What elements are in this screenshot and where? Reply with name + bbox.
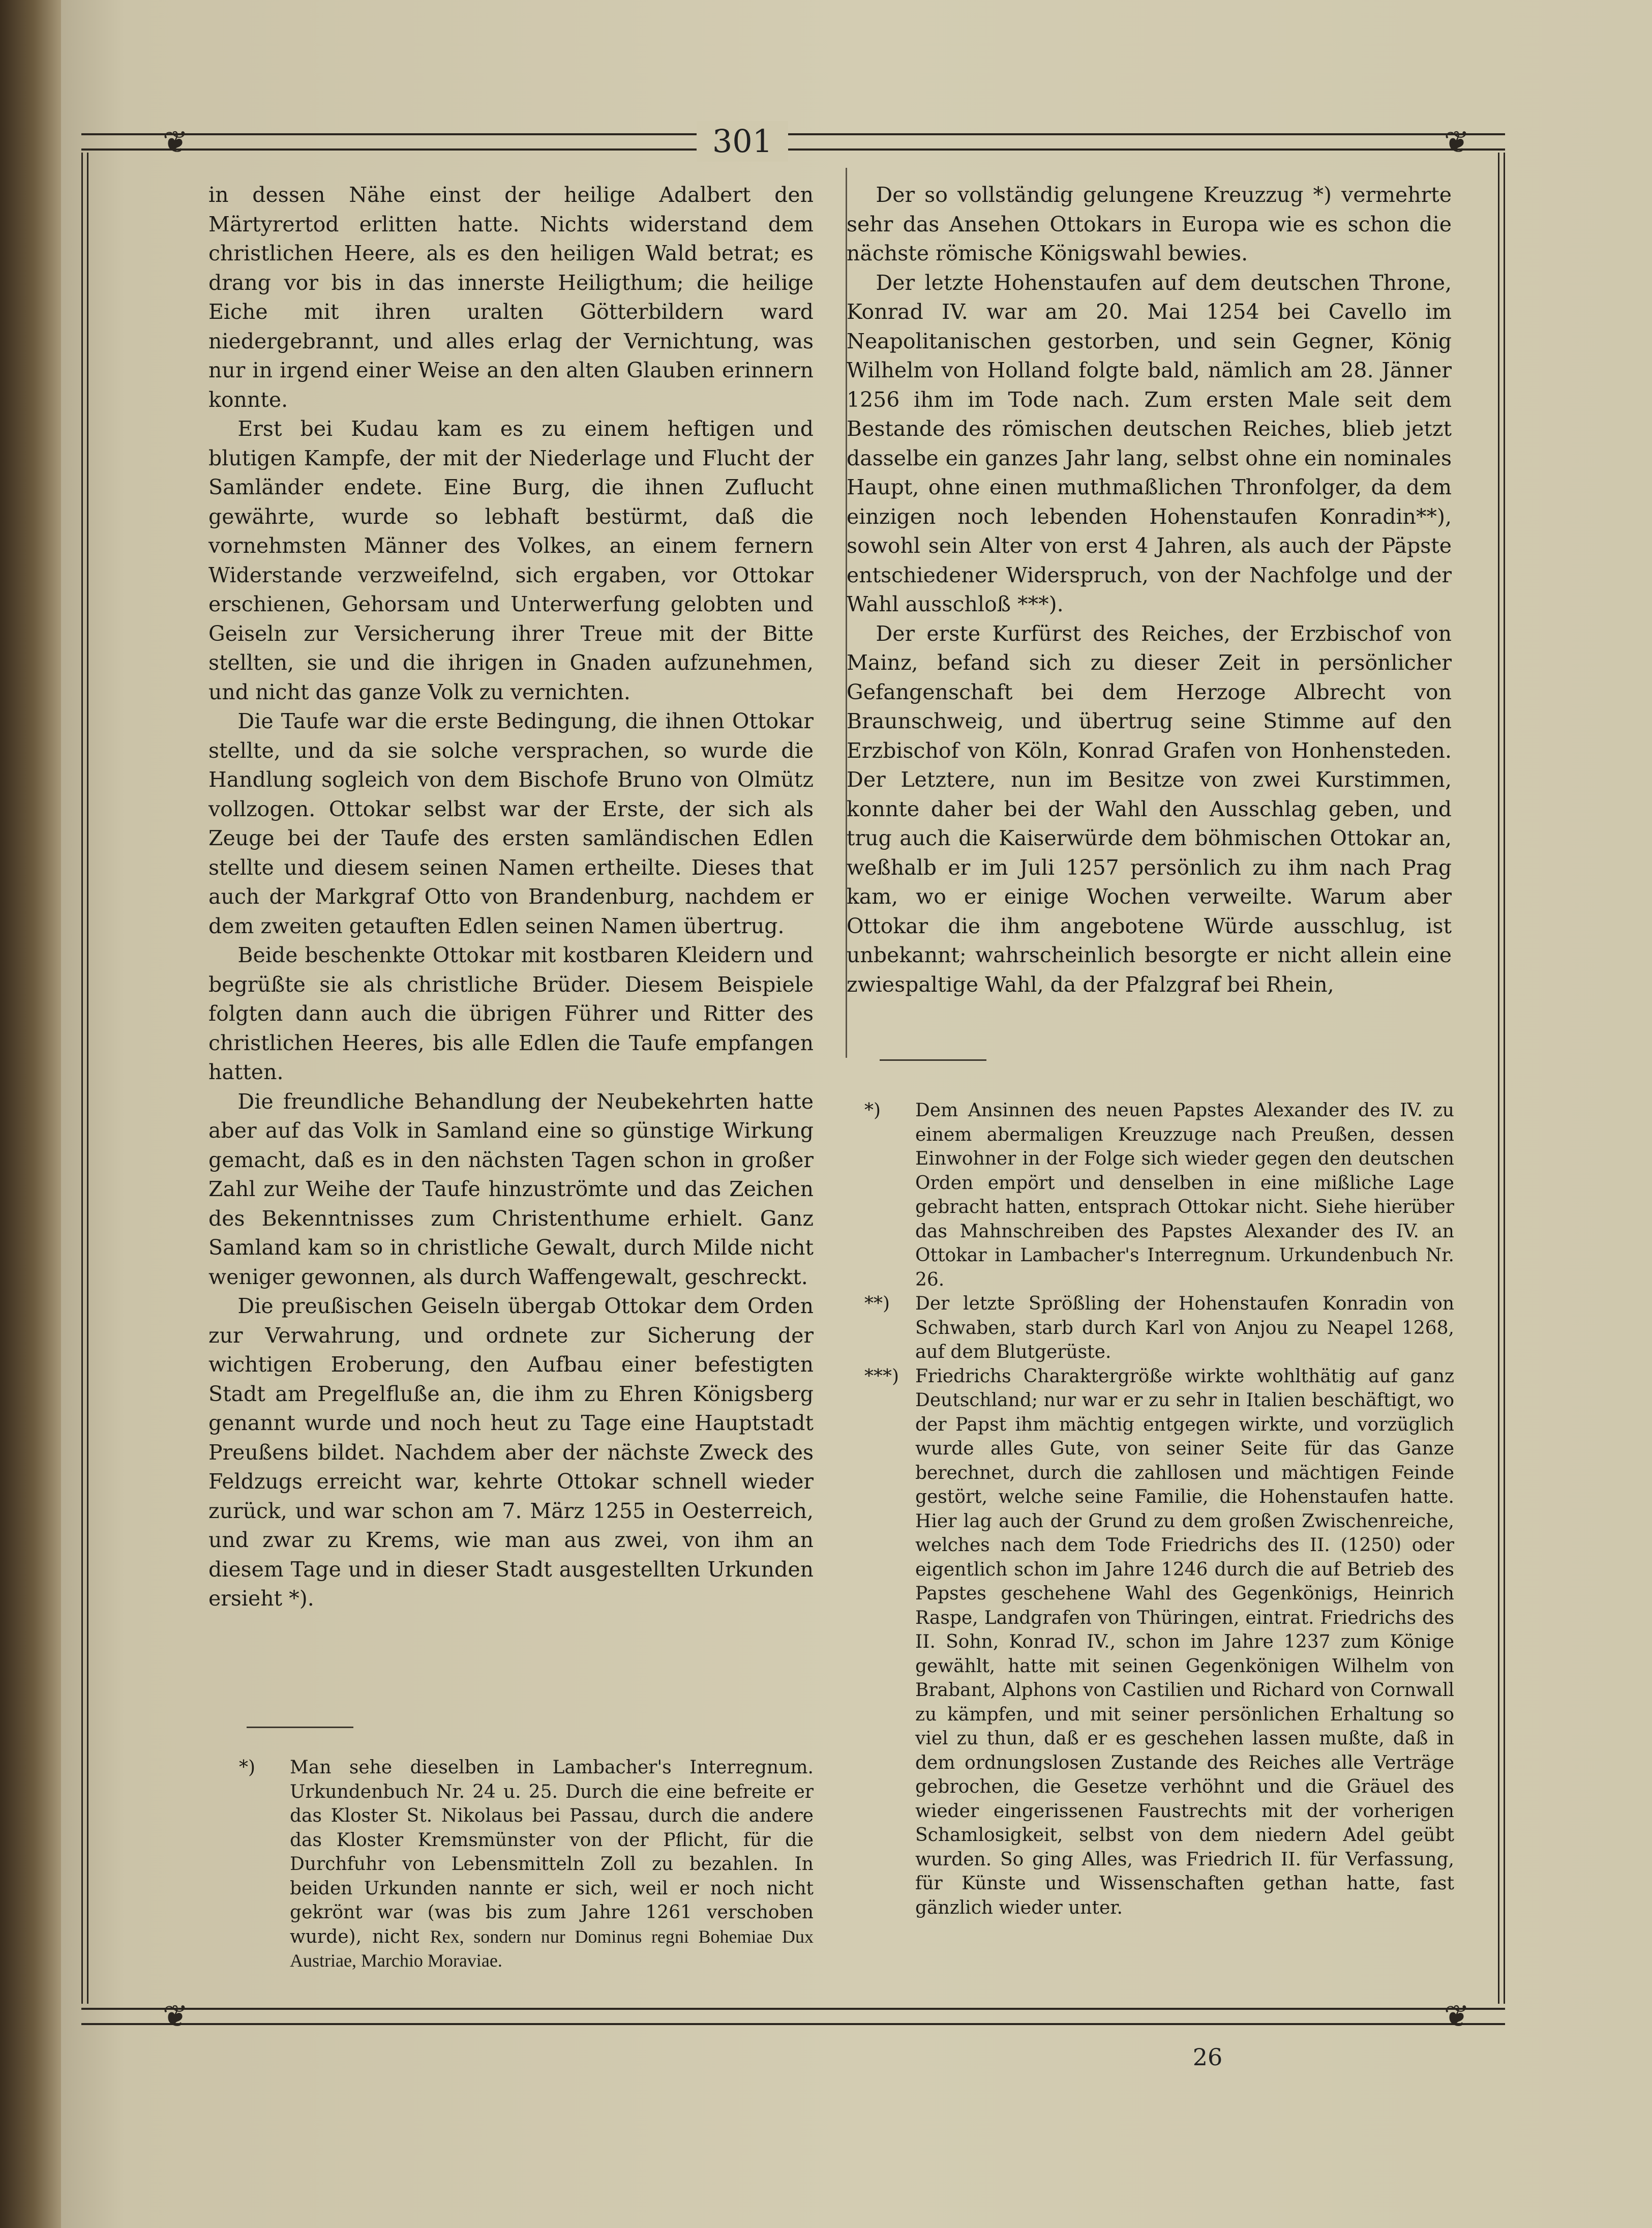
ornament-top-left-icon: ❦ (162, 125, 189, 160)
left-paragraph-2: Erst bei Kudau kam es zu einem heftigen und blutigen Kampfe, der mit der Niederlage und Flucht der Samländer endete. Eine Burg, die ihnen Zuflucht gewährte, wurde so lebhaft bestürmt, daß die vornehmsten Männer des Volkes, an einem fernern Widerstande verzweifelnd, sich ergaben, vor Ottokar erschienen, Gehorsam und Unterwerfung gelobten und Geiseln zur Versicherung ihrer Treue mit der Bitte stellten, sie und die ihrigen in Gnaden aufzunehmen, und nicht das ganze Volk zu vernichten. (208, 417, 814, 704)
right-footnote-3-text: Friedrichs Charaktergröße wirkte wohlthätig auf ganz Deutschland; nur war er zu sehr in Italien beschäftigt, wo der Papst ihm mächtig entgegen wirkte, und vorzüglich wurde alles Gute, von seiner Seite für das Ganze berechnet, durch die zahllosen und mächtigen Feinde gestört, welche seine Familie, die Hohenstaufen hatte. Hier lag auch der Grund zu dem großen Zwischenreiche, welches nach dem Tode Friedrichs des II. (1250) oder eigentlich schon im Jahre 1246 durch die auf Betrieb des Papstes geschehene Wahl des Gegenkönigs, Heinrich Raspe, Landgrafen von Thüringen, eintrat. Friedrichs des II. Sohn, Konrad IV., schon im Jahre 1237 zum Könige gewählt, hatte mit seinen Gegenkönigen Wilhelm von Brabant, Alphons von Castilien und Richard von Cornwall zu kämpfen, und mit seiner persönlichen Erhaltung so viel zu thun, daß er es geschehen lassen mußte, daß in dem ordnungslosen Zustande des Reiches alle Verträge gebrochen, die Gesetze verhöhnt und die Gräuel des wieder eingerissenen Faustrechts mit der vorherigen Schamlosigkeit, selbst von dem niedern Adel geübt wurden. So ging Alles, was Friedrich II. für Verfassung, für Künste und Wissenschaften gethan hatte, fast gänzlich wieder unter. (915, 1365, 1454, 1918)
right-column (847, 181, 1452, 999)
right-paragraph-2: Der letzte Hohenstaufen auf dem deutschen Throne, Konrad IV. war am 20. Mai 1254 bei Cavello im Neapolitanischen gestorben, und sein Gegner, König Wilhelm von Holland folgte bald, nämlich am 28. Jänner 1256 ihm im Tode nach. Zum ersten Male seit dem Bestande des römischen deutschen Reiches, blieb jetzt dasselbe ein ganzes Jahr lang, selbst ohne ein nominales Haupt, ohne einen muthmaßlichen Thronfolger, da dem einzigen noch lebenden Hohenstaufen Konradin**), sowohl sein Alter von erst 4 Jahren, als auch der Päpste entschiedener Widerspruch, von der Nachfolge und der Wahl ausschloß ***). (847, 270, 1452, 616)
left-paragraph-3: Die Taufe war die erste Bedingung, die ihnen Ottokar stellte, und da sie solche versprachen, so wurde die Handlung sogleich von dem Bischofe Bruno von Olmütz vollzogen. Ottokar selbst war der Erste, der sich als Zeuge bei der Taufe des ersten samländischen Edlen stellte und diesem seinen Namen ertheilte. Dieses that auch der Markgraf Otto von Brandenburg, nachdem er dem zweiten getauften Edlen seinen Namen übertrug. (208, 709, 814, 938)
left-footnote-latin: Rex, sondern nur Dominus regni Bohemiae Dux Austriae, Marchio Moraviae. (290, 1926, 814, 1971)
left-paragraph-6: Die preußischen Geiseln übergab Ottokar dem Orden zur Verwahrung, und ordnete zur Sicherung der wichtigen Eroberung, den Aufbau einer befestigten Stadt am Pregelfluße an, die ihm zu Ehren Königsberg genannt wurde und noch heut zu Tage eine Hauptstadt Preußens bildet. Nachdem aber der nächste Zweck des Feldzugs erreicht war, kehrte Ottokar schnell wieder zurück, und war schon am 7. März 1255 in Oesterreich, und zwar zu Krems, wie man aus zwei, von ihm an diesem Tage und in dieser Stadt ausgestellten Urkunden ersieht *). (208, 1294, 814, 1611)
left-paragraph-5: Die freundliche Behandlung der Neubekehrten hatte aber auf das Volk in Samland eine so günstige Wirkung gemacht, daß es in den nächsten Tagen schon in großer Zahl zur Weihe der Taufe hinzuströmte und das Zeichen des Bekenntnisses zum Christenthume erhielt. Ganz Samland kam so in christliche Gewalt, durch Milde nicht weniger gewonnen, als durch Waffengewalt, geschreckt. (208, 1089, 814, 1289)
left-footnote (239, 1756, 814, 1973)
book-spine-edge (0, 0, 61, 2228)
left-paragraph-4: Beide beschenkte Ottokar mit kostbaren Kleidern und begrüßte sie als christliche Brüder. Diesem Beispiele folgten dann auch die übrigen Führer und Ritter des christlichen Heeres, bis alle Edlen die Taufe empfangen hatten. (208, 943, 814, 1084)
right-footnotes (864, 1098, 1454, 1920)
ornament-bottom-left-icon: ❦ (162, 1999, 189, 2034)
right-paragraph-1: Der so vollständig gelungene Kreuzzug *) vermehrte sehr das Ansehen Ottokars in Europa wie es schon die nächste römische Königswahl bewies. (847, 183, 1452, 265)
right-footnote-2-text: Der letzte Sprößling der Hohenstaufen Konradin von Schwaben, starb durch Karl von Anjou zu Neapel 1268, auf dem Blutgerüste. (915, 1293, 1454, 1362)
right-footnote-1-text: Dem Ansinnen des neuen Papstes Alexander des IV. zu einem abermaligen Kreuzzuge nach Preußen, dessen Einwohner in der Folge sich wieder gegen den deutschen Orden empört und denselben in eine mißliche Lage gebracht hatten, entsprach Ottokar nicht. Siehe hierüber das Mahnschreiben des Papstes Alexander des IV. an Ottokar in Lambacher's Interregnum. Urkundenbuch Nr. 26. (915, 1100, 1454, 1290)
left-footnotes (239, 1756, 814, 1973)
right-paragraph-3: Der erste Kurfürst des Reiches, der Erzbischof von Mainz, befand sich zu dieser Zeit in persönlicher Gefangenschaft bei dem Herzoge Albrecht von Braunschweig, und übertrug seine Stimme auf den Erzbischof von Köln, Konrad Grafen von Honhensteden. Der Letztere, nun im Besitze von zwei Kurstimmen, konnte daher bei der Wahl den Ausschlag geben, und trug auch die Kaiserwürde dem böhmischen Ottokar an, weßhalb er im Juli 1257 persönlich zu ihm nach Prag kam, wo er einige Wochen verweilte. Warum aber Ottokar die ihm angebotene Würde ausschlug, ist unbekannt; wahrscheinlich besorgte er nicht allein eine zwiespaltige Wahl, da der Pfalzgraf bei Rhein, (847, 621, 1452, 997)
frame-top-border (81, 133, 1505, 151)
right-footnote-3 (864, 1364, 1454, 1920)
signature-mark: 26 (1192, 2043, 1223, 2071)
frame-bottom-border (81, 2008, 1505, 2025)
right-footnote-1-mark: *) (864, 1100, 881, 1121)
ornament-bottom-right-icon: ❦ (1444, 1999, 1470, 2034)
right-footnote-1 (864, 1098, 1454, 1292)
left-footnote-rule (247, 1727, 353, 1728)
right-footnote-2-mark: **) (864, 1293, 890, 1314)
page-number: 301 (697, 121, 788, 162)
frame-right-border (1498, 153, 1505, 2004)
frame-left-border (81, 153, 88, 2004)
ornament-top-right-icon: ❦ (1444, 125, 1470, 160)
right-footnote-2 (864, 1292, 1454, 1364)
left-column (208, 181, 814, 1614)
right-footnote-rule (880, 1059, 986, 1061)
left-footnote-text: Man sehe dieselben in Lambacher's Interregnum. Urkundenbuch Nr. 24 u. 25. Durch die eine befreite er das Kloster St. Nikolaus bei Passau, durch die andere das Kloster Kremsmünster von der Pflicht, für die Durchfuhr von Lebensmitteln Zoll zu bezahlen. In beiden Urkunden nannte er sich, weil er noch nicht gekrönt war (was bis zum Jahre 1261 verschoben wurde), nicht (290, 1757, 814, 1947)
left-paragraph-1: in dessen Nähe einst der heilige Adalbert den Märtyrertod erlitten hatte. Nichts widerstand dem christlichen Heere, als es den heiligen Wald betrat; es drang vor bis in das innerste Heiligthum; die heilige Eiche mit ihren uralten Götterbildern ward niedergebrannt, und alles erlag der Vernichtung, was nur in irgend einer Weise an den alten Glauben erinnern konnte. (208, 183, 814, 412)
right-footnote-3-mark: ***) (864, 1365, 899, 1387)
left-footnote-mark: *) (239, 1757, 256, 1778)
